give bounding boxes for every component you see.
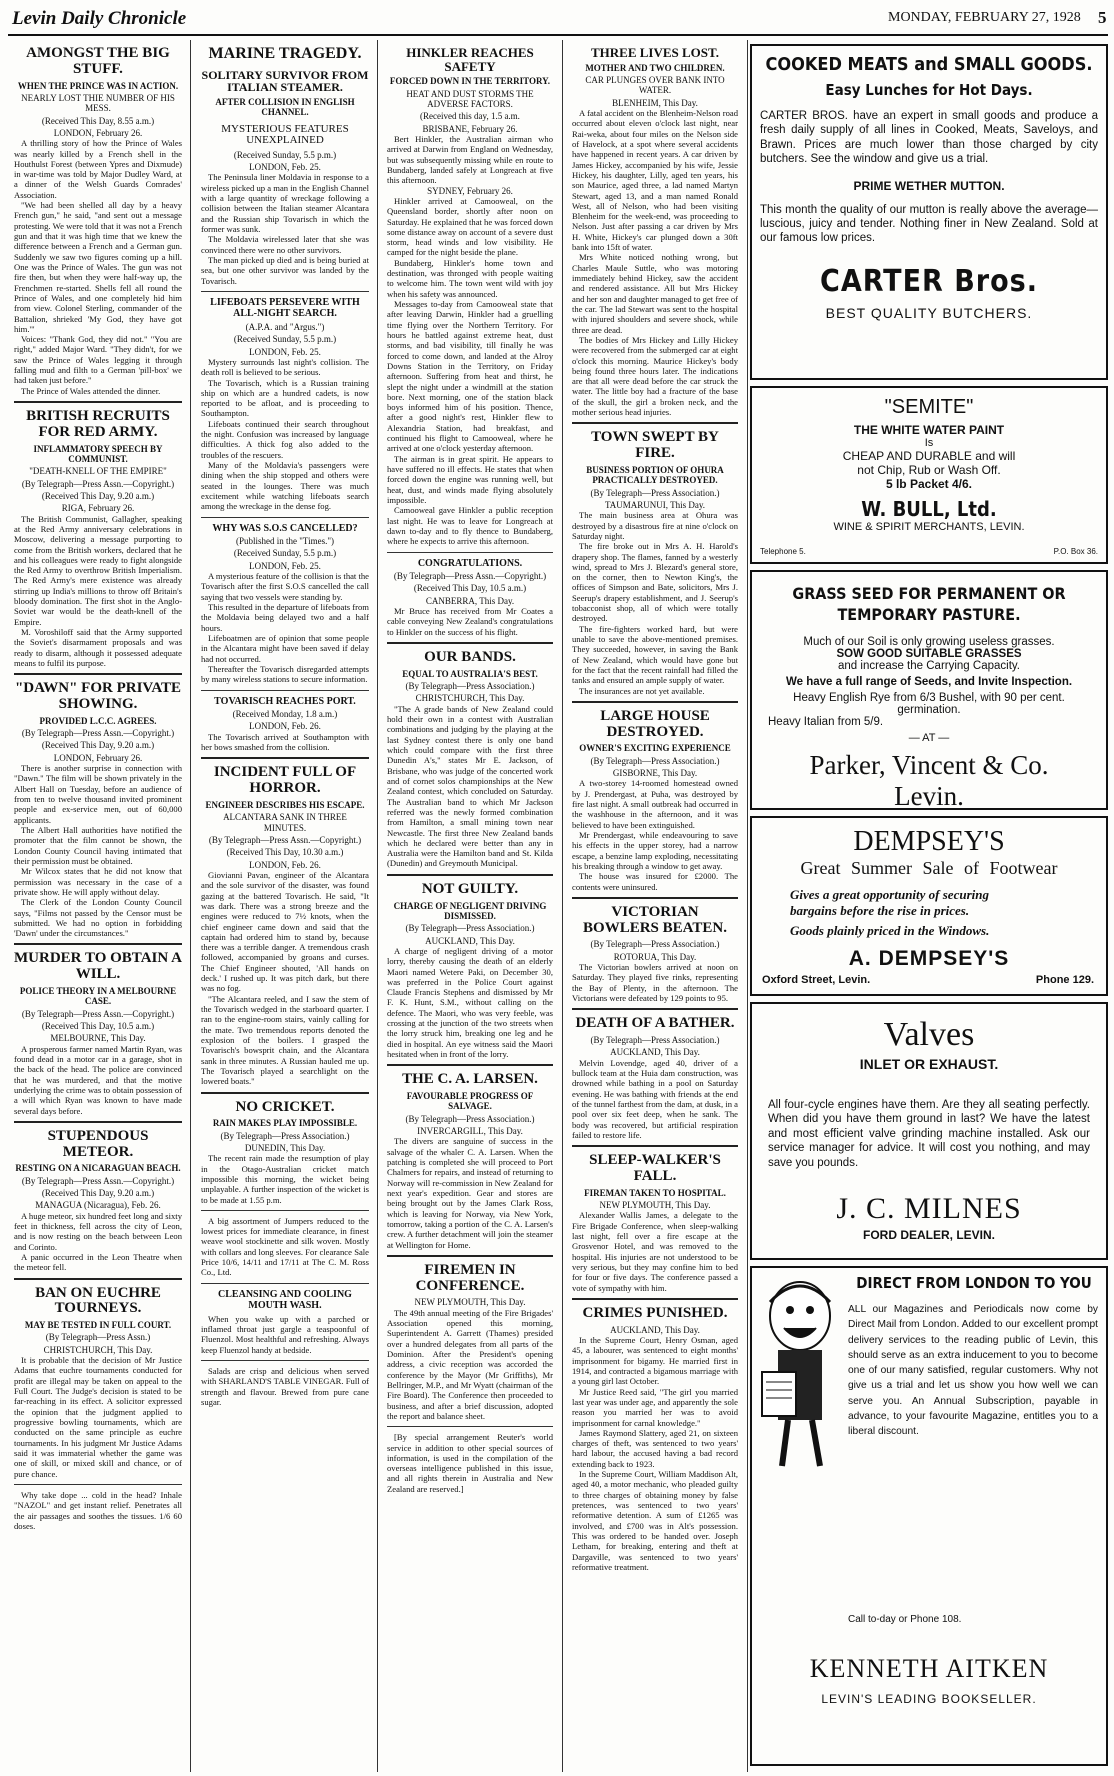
paragraph: The Tovarisch, which is a Russian training ship on which are a hundred cadets, is now reported to be afloat, and is proceeding to Southampton.	[201, 377, 369, 419]
paragraph: This resulted in the departure of lifeboats from the Moldavia being delayed two and a half hours.	[201, 602, 369, 633]
byline: (By Telegraph—Press Association.)	[220, 1130, 350, 1141]
advert-subheading: PRIME WETHER MUTTON.	[853, 178, 1005, 193]
divider	[14, 401, 182, 403]
divider	[14, 673, 182, 675]
advert-text: ALL our Magazines and Periodicals now come by Direct Mail from London. Added to our excellent prompt delivery services to the reading public of Levin, this should serve as an extra inducement to you to become one of our many satisfied, regular customers. Why not give us a trial and let us show you how well we can serve you. An Annual Subscription, payable in advance, to your favourite Magazine, entitles you to a liberal discount.	[848, 1304, 1098, 1438]
headline: LIFEBOATS PERSEVERE WITH ALL-NIGHT SEARCH.	[210, 296, 360, 320]
advertiser-address: Oxford Street, Levin.	[762, 974, 871, 986]
divider	[14, 1278, 182, 1280]
article-congratulations	[387, 558, 553, 637]
dateline: BRISBANE, February 26.	[422, 123, 518, 134]
dateline: BLENHEIM, This Day.	[612, 97, 698, 108]
article-horror	[201, 765, 369, 1086]
headline: TOWN SWEPT BY FIRE.	[591, 429, 719, 462]
divider	[387, 1426, 553, 1427]
subheadline: MAY BE TESTED IN FULL COURT.	[24, 1320, 172, 1331]
advert-line: Heavy Italian from 5/9.	[768, 715, 884, 728]
article-three-lives	[572, 46, 738, 417]
news-column-3	[381, 40, 559, 1772]
byline: (By Telegraph—Press Assn.—Copyright.)	[21, 478, 175, 489]
divider	[201, 1360, 369, 1361]
advert-tagline: LEVIN'S LEADING BOOKSELLER.	[821, 1692, 1037, 1706]
headline: BRITISH RECRUITS FOR RED ARMY.	[26, 408, 170, 440]
reuter-notice: [By special arrangement Reuter's world service in addition to other special sources of information, is used in the compilation of the overseas intelligence published in this issue, and all rights therein in Australia and New Zealand are reserved.]	[387, 1432, 553, 1494]
divider	[572, 422, 738, 424]
advert-jc-milnes	[750, 1002, 1108, 1260]
byline: (By Telegraph—Press Assn.—Copyright.)	[21, 728, 175, 739]
headline: VICTORIAN BOWLERS BEATEN.	[583, 903, 727, 936]
subheadline: PROVIDED L.C.C. AGREES.	[39, 715, 157, 726]
dateline: SYDNEY, February 26.	[427, 185, 513, 196]
paragraph: Camooweal gave Hinkler a public reception last night. He was to leave for Longreach at dawn to-day and to fly thence to Bundaberg, where he expects to arrive this afternoon.	[387, 505, 553, 547]
advert-kenneth-aitken	[750, 1266, 1108, 1766]
paragraph: Lifeboats continued their search throughout the night. Confusion was increased by language difficulties. A thick fog also added to the troubles of the rescuers.	[201, 418, 369, 460]
byline: (By Telegraph—Press Assn.—Copyright.)	[208, 834, 362, 845]
subheadline: OWNER'S EXCITING EXPERIENCE	[579, 743, 731, 754]
headline: NO CRICKET.	[235, 1098, 335, 1115]
dateline: ROTORUA, This Day.	[613, 951, 697, 962]
subheadline: INFLAMMATORY SPEECH BY COMMUNIST.	[33, 443, 163, 464]
subheadline: EQUAL TO AUSTRALIA'S BEST.	[402, 668, 538, 679]
subheadline: HEAT AND DUST STORMS THE ADVERSE FACTORS.	[406, 88, 534, 109]
article-hinkler	[387, 46, 553, 547]
headline: CONGRATULATIONS.	[417, 557, 523, 569]
advert-heading: "SEMITE"	[884, 396, 974, 418]
dateline: LONDON, February 26.	[53, 127, 143, 138]
paragraph: It is probable that the decision of Mr Justice Adams that euchre tournaments conducted for profit are illegal may be taken on appeal to the Full Court. The Judge's decision is stated to be far-reaching in its effect. A solicitor expressed the opinion that the judgment applied to progressive bowling tournaments, which are conducted on the same principle as euchre tournaments. In his judgment Mr Justice Adams said it was immaterial whether the game was one of skill, or mixed skill and chance, or of pure chance.	[14, 1355, 182, 1479]
dateline: MELBOURNE, This Day.	[50, 1033, 146, 1044]
advert-line: We have a full range of Seeds, and Invite Inspection.	[785, 675, 1073, 688]
po-box: P.O. Box 36.	[1053, 547, 1098, 556]
newspaper-title: Levin Daily Chronicle	[12, 8, 187, 29]
dateline: TAUMARUNUI, This Day.	[604, 499, 706, 510]
advert-heading: Valves	[883, 1016, 975, 1053]
dateline: INVERCARGILL, This Day.	[417, 1126, 523, 1137]
column-rule	[190, 40, 191, 1772]
paragraph: Alexander Wallis James, a delegate to the Fire Brigade Conference, when sleep-walking last night, fell over a fire escape at the Grosvenor Hotel, and was removed to the hospital. His injuries are not understood to be very serious, but they may confine him to bed for four or five days. The conference passed a vote of sympathy with him.	[572, 1210, 738, 1293]
paragraph: A panic occurred in the Leon Theatre when the meteor fell.	[14, 1252, 182, 1273]
advert-text: CARTER BROS. have an expert in small goods and produce a fresh daily supply of all lines in Cooked, Meats, Saveloys, and Brawn. Prices are much lower than those charged by city butchers. See the window and give us a trial.	[760, 110, 1098, 166]
subheadline: NEARLY LOST THIE NUMBER OF HIS MESS.	[21, 92, 175, 114]
headline: DEATH OF A BATHER.	[575, 1015, 735, 1032]
advert-semite-paint	[750, 386, 1108, 564]
dateline: CANBERRA, This Day.	[425, 595, 515, 606]
subheadline: POLICE THEORY IN A MELBOURNE CASE.	[19, 985, 177, 1007]
received-line: (Received Monday, 1.8 a.m.)	[232, 709, 338, 720]
article-sleep-walker	[572, 1153, 738, 1293]
advert-line: 5 lb Packet 4/6.	[885, 477, 973, 491]
subheadline: RESTING ON A NICARAGUAN BEACH.	[15, 1163, 181, 1174]
subheadline: SOLITARY SURVIVOR FROM ITALIAN STEAMER.	[201, 67, 369, 95]
received-line: (Received Sunday, 5.5 p.m.)	[233, 149, 337, 160]
paragraph: There is another surprise in connection with "Dawn." The film will be shown privately in the Albert Hall on Tuesday, before an audience of from ten to twelve thousand invited prominent people and ex-service men, out of 60,000 applicants.	[14, 763, 182, 825]
advert-subheading: Easy Lunches for Hot Days.	[825, 81, 1033, 99]
dateline: CHRISTCHURCH, This Day.	[43, 1344, 153, 1355]
subheadline: FAVOURABLE PROGRESS OF SALVAGE.	[406, 1091, 534, 1112]
paragraph: The British Communist, Gallagher, speaking at the Red Army anniversary celebrations in Moscow, delivering a message purporting to come from the British workers, declared that he and his colleagues were ready to fight alongside the Red Army to overthrow British Imperialism. The Red Army's mere existence was already stirring up India's millions to throw off Britain's bloody domination. The first shot in the Anglo-Soviet war would be the death-knell of the Empire.	[14, 513, 182, 627]
advert-line: bargains before the rise in prices.	[790, 903, 970, 918]
advertiser-name: J. C. MILNES	[836, 1191, 1022, 1225]
byline: (A.P.A. and "Argus.")	[245, 321, 325, 332]
byline: (Published in the "Times.")	[235, 536, 335, 547]
advert-line: Goods plainly priced in the Windows.	[790, 923, 990, 938]
headline: MARINE TRAGEDY.	[208, 45, 362, 62]
byline: (By Telegraph—Press Association.)	[405, 1113, 535, 1124]
paragraph: The airman is in great spirit. He appears to have suffered no ill effects. He states that when forced down the engine was running well, but heat, dust, and winds made flying absolutely impossible.	[387, 453, 553, 505]
article-not-guilty	[387, 882, 553, 1060]
advert-tagline: BEST QUALITY BUTCHERS.	[825, 304, 1033, 321]
column-rule	[377, 40, 378, 1772]
paragraph: The man picked up died and is being buried at sea, but one other survivor was landed by the Tovarisch.	[201, 254, 369, 286]
article-firemen	[387, 1263, 553, 1494]
paragraph: Hinkler arrived at Camooweal, on the Queensland border, shortly after noon on Saturday. He explained that he was forced down some distance away on account of a severe dust storm, head winds and low visibility. He camped for the night beside the plane.	[387, 195, 554, 258]
paragraph: Lifeboatmen are of opinion that some people in the Alcantara might have been saved if delay had not occurred.	[201, 633, 369, 664]
page-number: 5	[1098, 8, 1107, 27]
headline: TOVARISCH REACHES PORT.	[214, 695, 356, 707]
divider	[14, 1121, 182, 1123]
paragraph: The bodies of Mrs Hickey and Lilly Hickey were recovered from the submerged car at eight o'clock this morning. Maurice Hickey's body being found three hours later. The indications are that all were dead before the car struck the water. The little boy had a fracture of the base of the skull, the girl a broken neck, and the mother serious head injuries.	[572, 334, 738, 418]
subheadline: BUSINESS PORTION OF OHURA PRACTICALLY DESTROYED.	[586, 464, 724, 486]
paragraph: A mysterious feature of the collision is that the Tovarisch after the first S.O.S cancelled the call saying that two vessels were standing by.	[201, 571, 369, 602]
paragraph: The insurances are not yet available.	[579, 685, 705, 696]
paragraph: The divers are sanguine of success in the salvage of the whaler C. A. Larsen. When the patching is completed she will proceed to Port Chalmers for repairs, and instead of returning to Norway will re-commission in New Zealand for next year's expedition. Gear and stores are being brought out by the James Clark Ross, which is leaving for Norway, via New York, tomorrow, taking a portion of the C. A. Larsen's crew. A further detachment will join the steamer at Wellington for Home.	[387, 1136, 553, 1250]
article-crimes	[572, 1306, 738, 1572]
paragraph: A prosperous farmer named Martin Ryan, was found dead in a motor car in a garage, shot in the back of the head. The police are convinced that he was murdered, and that the motive underlying the crime was to obtain possession of a will which Ryan was known to have made several days before.	[14, 1043, 182, 1116]
received-line: (Received This Day, 8.55 a.m.)	[41, 115, 155, 126]
received-line: (Received This Day, 10.5 a.m.)	[41, 1021, 155, 1031]
headline: THREE LIVES LOST.	[590, 45, 719, 60]
dateline: LONDON, Feb. 26.	[249, 859, 321, 870]
received-line: (Received Sunday, 5.5 p.m.)	[233, 334, 337, 345]
paragraph: A fatal accident on the Blenheim-Nelson road occurred about eleven o'clock last night, near Rai-weka, about four miles on the Nelson side of Havelock, at a spot where several accidents have happened in recent years. A car driven by James Hickey, accompanied by his wife, Jessie Hickey, his daughter, Lilly, aged ten years, his son Maurice, aged three, a lad named Martyn Stewart, aged 13, and a man named Ronald West, all of Nelson, who had been visiting Blenheim for the week-end, was proceeding to Nelson. Just after passing a car driven by Mrs H. White, Hickey's car plunged down a 30ft bank into 15ft of water.	[572, 108, 738, 253]
paragraph: "The A grade bands of New Zealand could hold their own in a contest with Australian combinations and judging by the playing at the last Sydney contest there is only one band which could compare with the first three Dunedin A's," states Mr E. Jackson, of Brisbane, who was judge of the concerted work and of cornet solos championships at the New Zealand contest, which concluded on Saturday. The Australian band to which Mr Jackson referred was the newly formed combination from Hamilton, a small mining town near Newcastle. The first three New Zealand bands which he declared were better than any in Australia were the Hamilton band and St. Kilda (Dunedin) and Greymouth Municipal.	[387, 703, 553, 869]
subheadline: RAIN MAKES PLAY IMPOSSIBLE.	[212, 1118, 358, 1129]
divider	[201, 1283, 369, 1284]
divider	[387, 642, 553, 644]
paragraph: A huge meteor, six hundred feet long and sixty feet in thickness, fell across the city of Leon, and is now resting on the beach between Leon and Corinto.	[14, 1210, 182, 1252]
paragraph: Giovianni Pavan, engineer of the Alcantara and the sole survivor of the disaster, was found gazing at the battered Tovarisch. He said, "It was dark. There was a strong breeze and the engines were reduced to 7½ knots, when the chief engineer came down and said that the captain had ordered him to stand by, because there was a terrible danger. A tremendous crash followed, accompanied by groans and curses. The Chief Engineer shouted, 'All hands on deck.' I rushed up. It was pitch dark, but there was no fog.	[201, 869, 369, 994]
divider	[14, 1484, 182, 1485]
divider	[572, 1145, 738, 1147]
paragraph: A thrilling story of how the Prince of Wales was nearly killed by a French shell in the Houthulst Forest (between Ypres and Dixmude) in war-time was told by Major Dudley Ward, at a dinner of the Welsh Guards Comrades' Association.	[14, 138, 182, 200]
paragraph: A two-storey 14-roomed homestead owned by J. Prendergast, at Puha, was destroyed by fire last night. A small outbreak had occurred in the washhouse in the afternoon, and it was believed to have been extinguished.	[572, 778, 738, 830]
subheadline: MYSTERIOUS FEATURES UNEXPLAINED	[221, 122, 349, 147]
headline: NOT GUILTY.	[421, 880, 519, 897]
divider	[572, 701, 738, 703]
received-line: (Received This Day, 10.5 a.m.)	[413, 583, 527, 594]
headline: STUPENDOUS METEOR.	[47, 1127, 149, 1160]
dateline: AUCKLAND, This Day.	[425, 935, 515, 946]
dateline: DUNEDIN, This Day.	[244, 1142, 326, 1153]
received-line: (Received This Day, 10.30 a.m.)	[226, 847, 344, 858]
paragraph: Mr Wilcox states that he did not know that permission was necessary in the case of a private show. He will apply without delay.	[14, 866, 182, 897]
dateline: LONDON, Feb. 25.	[249, 162, 321, 173]
advert-mouth-wash	[201, 1289, 369, 1408]
paragraph: Salads are crisp and delicious when served with SHARLAND'S TABLE VINEGAR. Full of strength and flavour. Brewed from pure cane sugar.	[201, 1365, 369, 1407]
divider	[201, 291, 369, 292]
paragraph: James Raymond Slattery, aged 21, on sixteen charges of theft, was sentenced to two years' hard labour, the accused having a bad record extending back to 1923.	[572, 1427, 738, 1469]
paragraph: Voices: "Thank God, they did not." "You are right," added Major Ward. "They didn't, for we saw the Prince of Wales legging it through falling mud and filth to a German 'pill-box' we had taken just before."	[14, 334, 182, 386]
article-lifeboats	[201, 297, 369, 512]
advert-line: — AT —	[908, 731, 950, 744]
headline: LARGE HOUSE DESTROYED.	[600, 707, 710, 740]
advert-subheading: INLET OR EXHAUST.	[859, 1056, 999, 1072]
advert-line: CHEAP AND DURABLE and will	[842, 449, 1016, 463]
news-column-1	[8, 40, 188, 1772]
article-bather	[572, 1016, 738, 1140]
advert-line: not Chip, Rub or Wash Off.	[857, 463, 1001, 477]
issue-date: MONDAY, FEBRUARY 27, 1928	[888, 10, 1081, 25]
article-dawn	[14, 681, 182, 938]
advertiser-name: KENNETH AITKEN	[809, 1654, 1049, 1683]
headline: FIREMEN IN CONFERENCE.	[415, 1261, 525, 1294]
headline: CRIMES PUNISHED.	[582, 1304, 728, 1321]
article-ca-larsen	[387, 1072, 553, 1250]
paragraph: Mrs White noticed nothing wrong, but Charles Maule Suttle, who was motoring immediately behind Hickey, saw the accident and rendered assistance. All but Mrs Hickey and her son and daughter managed to get free of the car. The lad Stewart was sent to the hospital with injured shoulders and severe shock, while three are dead.	[572, 252, 738, 335]
subheadline: FIREMAN TAKEN TO HOSPITAL.	[584, 1187, 726, 1198]
divider	[201, 1092, 369, 1094]
advert-line: SOW GOOD SUITABLE GRASSES	[836, 647, 1022, 660]
article-big-stuff	[14, 46, 182, 396]
paragraph: The Tovarisch arrived at Southampton with her bows smashed from the collision.	[201, 731, 369, 753]
byline: (By Telegraph—Press Association.)	[590, 939, 720, 950]
article-our-bands	[387, 650, 553, 869]
divider	[572, 1008, 738, 1010]
headline: MURDER TO OBTAIN A WILL.	[14, 950, 182, 983]
received-line: (Received This Day, 9.20 a.m.)	[41, 740, 155, 751]
article-town-fire	[572, 430, 738, 696]
advert-line: Call to-day or Phone 108.	[848, 1614, 962, 1625]
paragraph: Thereafter the Tovarisch disregarded attempts by many wireless stations to secure information.	[201, 663, 369, 685]
paragraph: "The Alcantara reeled, and I saw the stem of the Tovarisch wedged in the starboard quarter. I ran to the engine-room stairs, vainly calling for the mate. Two tremendous reports denoted the explosion of the boilers. I grasped the Tovarisch's bowsprit chain, and the Alcantara sank in three minutes. A Russian hauled me up. The Tovarisch played a searchlight on the lowered boats."	[201, 993, 369, 1087]
divider	[387, 874, 553, 876]
subheadline: ALCANTARA SANK IN THREE MINUTES.	[223, 812, 347, 833]
paragraph: The Albert Hall authorities have notified the promoter that the film cannot be shown, the London County Council having intimated that their permission must be obtained.	[14, 825, 182, 866]
divider	[387, 1064, 553, 1066]
telephone-number: Phone 129.	[1035, 974, 1094, 986]
subheadline: CHARGE OF NEGLIGENT DRIVING DISMISSED.	[393, 900, 547, 921]
advert-jumpers: A big assortment of Jumpers reduced to the lowest prices for immediate clearance, in finest weave wool stockinette and silk woven. Mostly with collars and long sleeves. For clearance Sale Price 10/6, 14/11 and 17/11 at The C. M. Ross Co., Ltd.	[201, 1215, 369, 1278]
paragraph: Bert Hinkler, the Australian airman who arrived at Darwin from England on Wednesday, but was subsequently missing while en route to Bundaberg, landed safely at Longreach at five this afternoon.	[387, 134, 553, 186]
dateline: LONDON, Feb. 25.	[249, 560, 321, 571]
divider	[387, 552, 553, 553]
headline: SLEEP-WALKER'S FALL.	[589, 1152, 721, 1184]
byline: (By Telegraph—Press Association.)	[590, 487, 720, 498]
paragraph: The main business area at Ohura was destroyed by a disastrous fire at nine o'clock on Saturday night.	[572, 510, 738, 541]
article-red-army	[14, 409, 182, 668]
paragraph: A charge of negligent driving of a motor lorry, thereby causing the death of an elderly Maori named Wetere Paki, on December 30, was preferred in the Police Court against Claude Francis Stephens and dismissed by Mr F. K. Hunt, S.M., without calling on the defence. The Maori, who was very feeble, was crossing at the junction of the two streets when the lorry struck him, breaking one leg and he died in hospital. An eye witness said the Maori hesitated when in front of the lorry.	[387, 945, 553, 1060]
advert-line: THE WHITE WATER PAINT	[853, 423, 1005, 437]
advert-dempseys	[750, 816, 1108, 996]
divider	[14, 943, 182, 945]
divider	[201, 757, 369, 759]
advert-line: Is	[924, 437, 934, 449]
byline: (By Telegraph—Press Association.)	[405, 681, 535, 692]
dateline: CHRISTCHURCH, This Day.	[415, 693, 525, 704]
paragraph: When you wake up with a parched or inflamed throat just gargle a teaspoonful of Fluenzol. Most healthful and refreshing. Always keep Fluenzol handy at bedside.	[201, 1313, 369, 1355]
article-no-cricket	[201, 1100, 369, 1205]
divider	[572, 897, 738, 899]
article-large-house	[572, 709, 738, 892]
article-bowlers	[572, 905, 738, 1003]
paragraph: The 49th annual meeting of the Fire Brigades' Association opened this morning, Superintendent A. Garrett (Thames) presided over a hundred delegates from all parts of the Dominion. After the President's opening address, a civic reception was accorded the conference by the Mayor (Mr Griffiths), Mr Bellringer, M.P., and Mr Wyatt (chairman of the Fire Board). The Conference then proceeded to business, and after a brief discussion, adopted the report and balance sheet.	[387, 1307, 553, 1421]
headline: INCIDENT FULL OF HORROR.	[213, 764, 357, 797]
advertiser-name: CARTER Bros.	[820, 263, 1038, 299]
advert-heading: COOKED MEATS and SMALL GOODS.	[765, 54, 1093, 75]
advert-line: Much of our Soil is only growing useless grasses.	[803, 635, 1055, 648]
subheadline: AFTER COLLISION IN ENGLISH CHANNEL.	[215, 96, 355, 118]
paragraph: Messages to-day from Camooweal state that after leaving Darwin, Hinkler had a gruelling time flying over the Northern Territory. For hours he battled against extreme heat, dust storms, and bad visibility, till finally he was forced to come down, and landed at the Alroy Downs Station in the Territory, on Friday afternoon. Suffering from heat and thirst, he slept the night under a windmill at the station bore. Next morning, one of the station black boys informed him of his position. Thence, after a good night's rest, Hinkler flew to Alexandria Station, had breakfast, and continued his flight to Camooweal, where he arrived at one o'clock yesterday afternoon.	[387, 299, 553, 454]
dateline: LONDON, Feb. 25.	[249, 346, 321, 357]
paragraph: The Moldavia wirelessed later that she was convinced there were no other survivors.	[201, 234, 369, 255]
advert-line: Gives a great opportunity of securing	[790, 887, 989, 902]
byline: (By Telegraph—Press Assn.—Copyright.)	[21, 1008, 175, 1019]
paragraph: The house was insured for £2000. The contents were uninsured.	[572, 871, 738, 892]
advertisement-column	[750, 40, 1108, 1772]
headline: OUR BANDS.	[424, 649, 516, 665]
advert-heading: DIRECT FROM LONDON TO YOU	[856, 1274, 1092, 1292]
article-meteor	[14, 1129, 182, 1273]
subheadline: WHEN THE PRINCE WAS IN ACTION.	[17, 80, 179, 91]
newsboy-cartoon-icon	[758, 1276, 842, 1476]
subheadline: ENGINEER DESCRIBES HIS ESCAPE.	[205, 799, 365, 810]
divider	[201, 690, 369, 691]
paragraph: In the Supreme Court, William Maddison Alt, aged 40, a motor mechanic, who pleaded guilty to three charges of obtaining money by false pretences, was sentenced to two years' reformative detention. A sum of £1265 was involved, and £700 was in Alt's possession. This was ordered to be handed over. Joseph Letham, for breaking, entering and theft at Dargaville, was sentenced to two years' reformative treatment.	[572, 1469, 738, 1572]
paragraph: Mr Prendergast, while endeavouring to save his effects in the upper storey, had a narrow escape, a benzine lamp exploding, necessitating his breaking through a window to get away.	[572, 829, 738, 871]
paragraph: The Prince of Wales attended the dinner.	[21, 385, 161, 396]
dateline: AUCKLAND, This Day.	[610, 1047, 700, 1058]
paragraph: M. Voroshiloff said that the Army supported the Soviet's disarmament proposals and was ready to disarm, although it possessed adequate means to fulfil its purpose.	[14, 627, 182, 668]
subheadline: "DEATH-KNELL OF THE EMPIRE"	[29, 466, 167, 477]
subheadline: MOTHER AND TWO CHILDREN.	[585, 62, 725, 73]
headline: HINKLER REACHES SAFETY	[406, 45, 534, 74]
dateline: LONDON, Feb. 26.	[249, 721, 321, 732]
column-rule	[562, 40, 563, 1772]
paragraph: "We had been shelled all day by a heavy French gun," he said, "and sent out a message protesting. We were told that it was not a French gun and that it was high time that we knew the difference between a French and a German gun. Suddenly we saw two figures coming up a hill. One was the Prince of Wales. The gun was not fire then, but when they were half-way up, the Frenchmen re-started. Shells fell all round the Prince of Wales, and one completely hid him from view. Colonel Sterling, commander of the Battalion, shrieked 'My God, they have got him.'"	[14, 200, 182, 334]
headline: WHY WAS S.O.S CANCELLED?	[212, 522, 358, 534]
advert-tagline: FORD DEALER, LEVIN.	[862, 1227, 995, 1242]
dateline: NEW PLYMOUTH, This Day.	[599, 1200, 711, 1211]
received-line: (Received This Day, 9.20 a.m.)	[41, 490, 155, 501]
column-rule	[747, 40, 748, 1772]
masthead	[8, 6, 1108, 36]
telephone-number: Telephone 5.	[760, 547, 806, 556]
dateline: NEW PLYMOUTH, This Day.	[414, 1297, 526, 1308]
dateline: RIGA, February 26.	[61, 503, 135, 514]
received-line: (Received this day, 1.5 a.m.	[420, 111, 520, 122]
advert-grass-seed	[750, 570, 1108, 810]
byline: (By Telegraph—Press Assn.)	[45, 1332, 151, 1343]
advertiser-name: W. BULL, Ltd.	[861, 497, 997, 521]
paragraph: The fire broke out in Mrs A. H. Harold's drapery shop. The flames, fanned by a westerly wind, spread to Mrs J. Blezard's general store, on the corner, then to Newton King's, the offices of Simpson and Bate, solicitors, Mrs J. Seerup's drapery establishment, and J. Seerup's tobacconist shop, all of which were totally destroyed.	[572, 541, 738, 624]
paragraph: Many of the Moldavia's passengers were dining when the ship stopped and others were seated in the lounges. There was much excitement while watching lifeboats search among the wreckage in the dense fog.	[201, 460, 369, 512]
paragraph: In the Supreme Court, Henry Osman, aged 45, a labourer, was sentenced to eight months' imprisonment for bigamy. He married first in 1914, and contracted a bigamous marriage with a young girl last October.	[572, 1335, 738, 1387]
headline: BAN ON EUCHRE TOURNEYS.	[35, 1284, 161, 1317]
advert-nazol: Why take dope ... cold in the head? Inhale "NAZOL" and get instant relief. Penetrates all the air passages and soothes the tissues. 1/6 60 doses.	[14, 1489, 182, 1531]
headline: CLEANSING AND COOLING MOUTH WASH.	[218, 1288, 352, 1312]
paragraph: The fire-fighters worked hard, but were unable to save the above-mentioned premises. They succeeded, however, in saving the Bank of New Zealand, which would have gone but for the fact that the recent rainfall had filled the tanks and ensured an ample supply of water.	[572, 623, 738, 686]
paragraph: Mr Justice Reed said, "The girl you married last year was under age, and apparently the sole reason you married her was to avoid imprisonment for carnal knowledge."	[572, 1386, 738, 1428]
advert-line: and increase the Carrying Capacity.	[838, 659, 1020, 672]
article-euchre	[14, 1286, 182, 1479]
paragraph: Mr Bruce has received from Mr Coates a cable conveying New Zealand's congratulations to Hinkler on the success of his flight.	[387, 606, 553, 637]
advert-line: WINE & SPIRIT MERCHANTS, LEVIN.	[833, 521, 1025, 533]
dateline: LONDON, February 26.	[53, 752, 143, 763]
dateline: GISBORNE, This Day.	[612, 768, 698, 779]
byline: (By Telegraph—Press Association.)	[590, 1035, 720, 1046]
headline: THE C. A. LARSEN.	[402, 1071, 538, 1088]
advert-subheading: Great Summer Sale of Footwear	[800, 858, 1058, 878]
paragraph: The recent rain made the resumption of play in the Otago-Australian cricket match impossible this morning, the wicket being unplayable. A further inspection of the wicket is to be made at 1.55 p.m.	[201, 1153, 369, 1205]
paragraph: The Victorian bowlers arrived at noon on Saturday. They played five rinks, representing the Bay of Plenty, in the afternoon. The Victorians were defeated by 129 points to 95.	[572, 962, 738, 1003]
received-line: (Received Sunday, 5.5 p.m.)	[233, 548, 337, 559]
subheadline: FORCED DOWN IN THE TERRITORY.	[389, 76, 551, 87]
headline: AMONGST THE BIG STUFF.	[26, 45, 170, 77]
advertiser-town: Levin.	[894, 780, 964, 810]
article-tovarisch-port	[201, 696, 369, 753]
byline: (By Telegraph—Press Assn.—Copyright.)	[21, 1175, 175, 1186]
advert-heading: GRASS SEED FOR PERMANENT OR TEMPORARY PASTURE.	[792, 584, 1066, 624]
advert-text: All four-cycle engines have them. Are they all seating perfectly. When did you have them ground in last? We have the latest and most efficient valve grinding machine installed. Ask our service manager for advice. It will cost you nothing, and may save you pounds.	[768, 1099, 1090, 1169]
advert-line: Heavy English Rye from 6/3 Bushel, with 90 per cent. germination.	[793, 691, 1065, 716]
paragraph: Mystery surrounds last night's collision. The death roll is believed to be serious.	[201, 356, 369, 378]
dateline: MANAGUA (Nicaragua), Feb. 26.	[35, 1200, 161, 1211]
news-column-2	[195, 40, 375, 1772]
paragraph: The Peninsula liner Moldavia in response to a wireless picked up a man in the English Channel with a large quantity of wreckage following a collision between the Italian steamer Alcantara and the Russian ship Tovarisch in which the former was sunk.	[201, 172, 369, 235]
news-column-4	[566, 40, 744, 1772]
divider	[201, 1210, 369, 1211]
article-sos	[201, 523, 369, 685]
divider	[572, 1298, 738, 1300]
subheadline: CAR PLUNGES OVER BANK INTO WATER.	[585, 74, 725, 96]
advertiser-name: A. DEMPSEY'S	[848, 947, 1010, 970]
byline: (By Telegraph—Press Assn.—Copyright.)	[393, 571, 547, 582]
divider	[387, 1255, 553, 1257]
paragraph: The Clerk of the London County Council says, "Films not passed by the Censor must be submitted. We had no option in forbidding 'Dawn' under the circumstances."	[14, 897, 182, 939]
article-marine-tragedy	[201, 46, 369, 286]
advertiser-name: Parker, Vincent & Co.	[809, 749, 1049, 780]
divider	[201, 517, 369, 518]
advert-carter-bros	[750, 44, 1108, 380]
advert-heading: DEMPSEY'S	[853, 826, 1005, 857]
byline: (By Telegraph—Press Association.)	[590, 755, 720, 766]
advert-text: This month the quality of our mutton is really above the average—luscious, juicy and tender. Nothing finer in New Zealand. Sold at our famous low prices.	[760, 203, 1098, 245]
article-murder-will	[14, 951, 182, 1115]
byline: (By Telegraph—Press Association.)	[405, 923, 535, 934]
headline: "DAWN" FOR PRIVATE SHOWING.	[14, 680, 182, 713]
paragraph: Melvin Lovendge, aged 40, driver of a bullock team at the Huia dam construction, was drowned while bathing in a pool on Saturday evening. He was bathing with friends at the end of the tunnel farthest from the dam, at dusk, in a pool over six feet deep, when he sank. The body was recovered, but artificial respiration failed to restore life.	[572, 1057, 738, 1140]
dateline: AUCKLAND, This Day.	[610, 1324, 700, 1335]
paragraph: Bundaberg, Hinkler's home town and destination, was thronged with people waiting to welcome him. The town went wild with joy when his safety was announced.	[387, 257, 553, 299]
received-line: (Received This Day, 9.20 a.m.)	[41, 1188, 155, 1199]
